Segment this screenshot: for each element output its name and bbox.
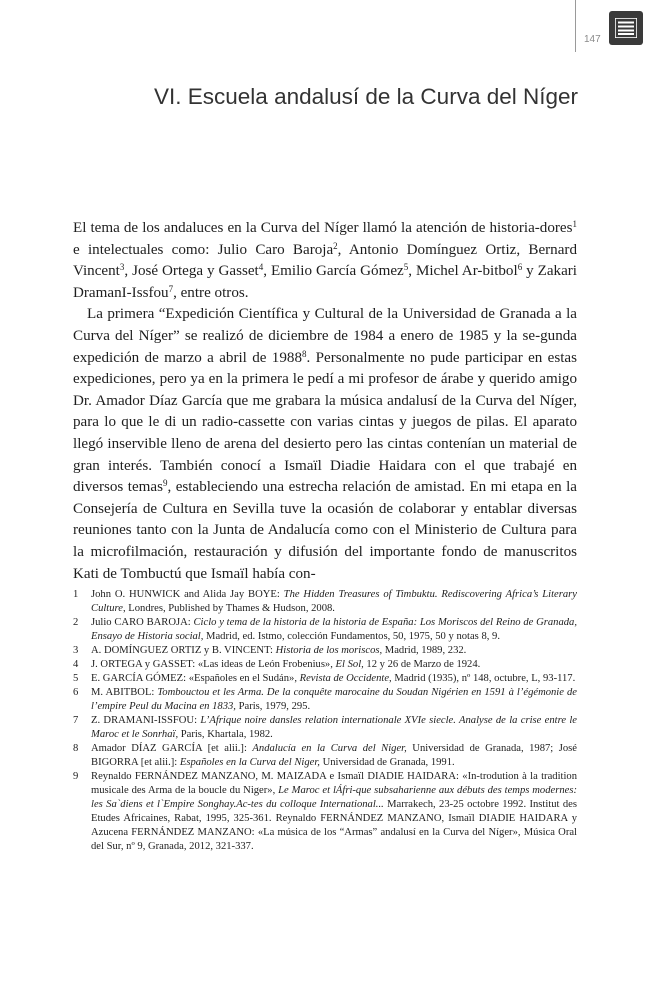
text-run: , José Ortega y Gasset (124, 263, 259, 280)
footnote (73, 658, 577, 672)
text-run: , Antonio Domínguez Ortiz, Bernard Vincent (73, 241, 578, 280)
text-run: Universidad de Granada, 1987; José BIGORRA [et alii.]: (91, 743, 578, 768)
text-run: A. DOMÍNGUEZ ORTIZ y B. VINCENT: (91, 645, 276, 656)
footnote-text (91, 644, 577, 658)
footnote-ref[interactable]: 1 (572, 219, 577, 229)
text-run: , Michel Ar-bitbol (408, 263, 518, 280)
italic-title: El Sol, (335, 659, 364, 670)
footnote-number: 6 (73, 687, 79, 698)
footnote-text (91, 770, 577, 854)
text-run: e intelectuales como: Julio Caro Baroja (73, 241, 334, 258)
footnote-ref[interactable]: 6 (517, 262, 523, 273)
italic-title: Españoles en la Curva del Niger, (179, 757, 320, 768)
footnote-text (91, 686, 577, 714)
footnote (73, 644, 577, 658)
text-run: , entre otros. (173, 284, 249, 301)
text-run: Marrakech, 23-25 octobre 1992. Institut des Etudes Africaines, Rabat, 1995, 325-361. Reynaldo FERNÁNDEZ MANZANO, Ismaïl DIADIE HAIDARA y Azucena FERNÁNDEZ MANZANO: «La música de los “Armas” andalusí en la Curva del Níger», Música Oral del Sur, nº 9, Granada, 2012, 321-337. (91, 799, 577, 852)
italic-title: Tombouctou et les Arma. De la conquête marocaine du Soudan Nigérien en 1591 à l’égémonie de l’empire Peul du Macina en 1833, (91, 687, 577, 712)
text-run: , Londres, Published by Thames & Hudson, 2008. (122, 603, 335, 614)
text-run: Madrid, ed. Istmo, colección Fundamentos, 50, 1975, 50 y notas 8, 9. (203, 631, 500, 642)
chapter-title: VI. Escuela andalusí de la Curva del Níger (154, 84, 578, 109)
text-run: , estableciendo una estrecha relación de amistad. En mi etapa en la Consejería de Cultura en Sevilla tuve la ocasión de colaborar y entablar diversas reuniones tanto con la Junta de Andalucía como con el Ministerio de Cultura para la microfilmación, restauración y difusión del importante fondo de manuscritos Kati de Tombuctú que Ismaïl había con- (73, 479, 577, 582)
italic-title: Revista de Occidente, (299, 673, 392, 684)
menu-button[interactable] (609, 11, 643, 45)
header-rule (575, 0, 576, 52)
footnote-number: 5 (73, 673, 79, 684)
footnote-number: 3 (73, 645, 79, 656)
footnote-number: 7 (73, 715, 79, 726)
text-run: Z. DRAMANI-ISSFOU: (91, 715, 201, 726)
text-run: Paris, Khartala, 1982. (178, 729, 273, 740)
footnote (73, 714, 577, 742)
page-number: 147 (584, 34, 601, 45)
paragraph-1 (73, 218, 577, 304)
footnote-number: 8 (73, 743, 79, 754)
text-run: , Emilio García Gómez (263, 263, 404, 280)
footnote-ref[interactable]: 2 (333, 240, 338, 251)
text-run: Universidad de Granada, 1991. (319, 757, 455, 768)
footnote (73, 672, 577, 686)
footnote-ref[interactable]: 3 (119, 262, 125, 273)
text-run: La primera “Expedición Científica y Cultural de la Universidad de Granada a la Curva del Níger” se realizó de diciembre de 1984 a enero de 1985 y la se-gunda expedición de marzo a abril de 1988 (73, 306, 577, 366)
paragraph-2 (73, 304, 577, 585)
text-run: M. ABITBOL: (91, 687, 158, 698)
footnote-text (91, 658, 577, 672)
footnote (73, 588, 577, 616)
footnote-ref[interactable]: 9 (162, 478, 168, 489)
italic-title: Ciclo y tema de la historia de la historia de España: Los Moriscos del Reino de Granada, Ensayo de Historia social, (91, 617, 577, 642)
text-run: J. ORTEGA y GASSET: «Las ideas de León Frobenius», (91, 659, 336, 670)
footnote-ref[interactable]: 4 (258, 262, 264, 273)
text-run: Paris, 1979, 295. (235, 701, 311, 712)
footnote-ref[interactable]: 8 (302, 348, 307, 359)
italic-title: Andalucía en la Curva del Niger, (252, 743, 407, 754)
italic-title: The Hidden Treasures of Timbuktu. Rediscovering Africa’s Literary Culture (91, 589, 577, 614)
text-run: Reynaldo FERNÁNDEZ MANZANO, M. MAIZADA e Ismaïl DIADIE HAIDARA: «In-trodution à la tradition musicale des Arma de la boucle du Niger», (91, 771, 577, 796)
menu-icon (615, 18, 637, 38)
footnote (73, 770, 577, 854)
italic-title: Historia de los moriscos, (275, 645, 383, 656)
footnote-number: 4 (73, 659, 79, 670)
text-run: Madrid, 1989, 232. (382, 645, 467, 656)
text-run: El tema de los andaluces en la Curva del Níger llamó la atención de historia-dores (73, 220, 573, 236)
footnote (73, 616, 577, 644)
footnote-text (91, 742, 577, 770)
footnote-text (91, 616, 577, 644)
footnotes (73, 588, 577, 854)
text-run: y Zakari DramanI-Issfou (73, 263, 577, 301)
italic-title: Le Maroc et lÁfri-que subsaharienne aux débuts des temps modernes: les Sa`diens et l`Empire Songhay.Ac-tes du colloque International... (91, 785, 577, 810)
body-text (73, 218, 577, 585)
text-run: Madrid (1935), nº 148, octubre, L, 93-117. (391, 673, 576, 684)
text-run: Julio CARO BAROJA: (91, 617, 194, 628)
text-run: Amador DÍAZ GARCÍA [et alii.]: (91, 743, 253, 754)
footnote-number: 2 (73, 617, 79, 628)
italic-title: L’Afrique noire dansles relation internationale XVIe siecle. Analyse de la crise entre le Maroc et le Sonrhaï, (91, 715, 577, 740)
footnote-text (91, 714, 577, 742)
footnote-text (91, 672, 577, 686)
text-run: E. GARCÍA GÓMEZ: «Españoles en el Sudán», (91, 673, 300, 684)
text-run: 12 y 26 de Marzo de 1924. (363, 659, 481, 670)
footnote-text (91, 588, 577, 616)
footnote-number: 1 (73, 589, 79, 600)
text-run: John O. HUNWICK and Alida Jay BOYE: (91, 589, 284, 600)
footnote (73, 742, 577, 770)
footnote-ref[interactable]: 5 (403, 262, 409, 273)
footnote-number: 9 (73, 771, 79, 782)
text-run: . Personalmente no pude participar en estas expediciones, pero ya en la primera le pedí a mi profesor de árabe y querido amigo Dr. Amador Díaz García que me grabara la música andalusí de la Curva del Níger, para lo que le di un radio-cassette con varias cintas y juegos de pilas. El aparato llegó inservible lleno de arena del desierto pero las cintas contenían un material de gran interés. También conocí a Ismaïl Diadie Haidara con el que trabajé en diversos temas (73, 349, 577, 496)
footnote-ref[interactable]: 7 (168, 283, 174, 294)
footnote (73, 686, 577, 714)
